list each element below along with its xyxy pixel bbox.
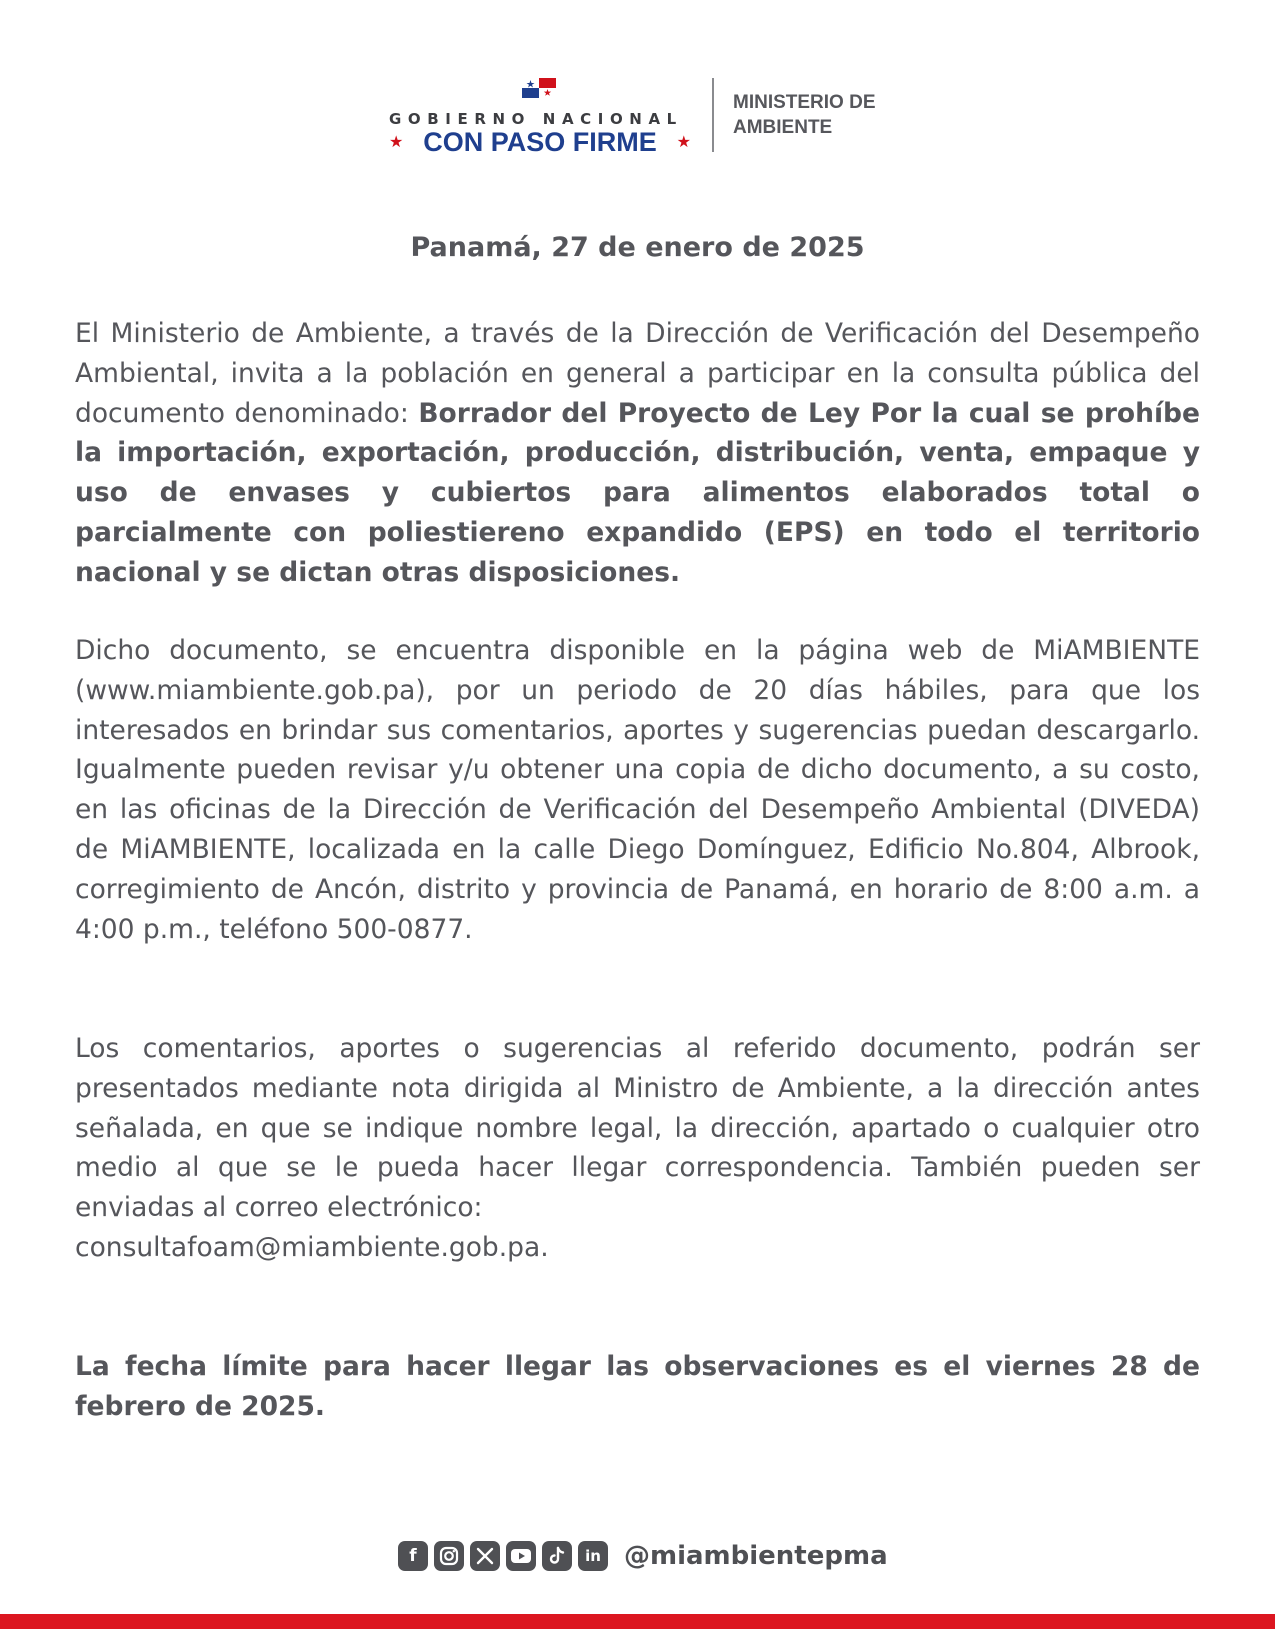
document-date: Panamá, 27 de enero de 2025	[410, 232, 865, 263]
x-icon[interactable]	[470, 1541, 500, 1571]
document-title: Borrador del Proyecto de Ley Por la cual se prohíbe la importación, exportación, producción, distribución, venta, empaque y uso de envases y cubiertos para alimentos elaborados total o parcialmente con poliestiereno expandido (EPS) en todo el territorio nacional y se dictan otras disposiciones.	[75, 397, 1200, 588]
paragraph-availability: Dicho documento, se encuentra disponible en la página web de MiAMBIENTE (www.miambiente.gob.pa), por un periodo de 20 días hábiles, para que los interesados en brindar sus comentarios, aportes y sugerencias puedan descargarlo. Igualmente pueden revisar y/u obtener una copia de dicho documento, a su costo, en las oficinas de la Dirección de Verificación del Desempeño Ambiental (DIVEDA) de MiAMBIENTE, localizada en la calle Diego Domínguez, Edificio No.804, Albrook, corregimiento de Ancón, distrito y provincia de Panamá, en horario de 8:00 a.m. a 4:00 p.m., teléfono 500-0877.	[75, 635, 1217, 945]
contact-email: consultafoam@miambiente.gob.pa.	[75, 1231, 549, 1263]
star-icon: ★	[676, 132, 691, 151]
paragraph-comments	[75, 1029, 1200, 1268]
ministry-line2: AMBIENTE	[733, 117, 833, 138]
header-divider	[712, 78, 714, 152]
government-line: GOBIERNO NACIONAL	[389, 110, 683, 128]
social-media-bar	[398, 1540, 888, 1572]
header	[0, 76, 1275, 156]
government-slogan: CON PASO FIRME	[423, 126, 657, 157]
government-slogan-row	[389, 124, 691, 160]
linkedin-icon[interactable]: in	[578, 1541, 608, 1571]
deadline-notice: La fecha límite para hacer llegar las observaciones es el viernes 28 de febrero de 2025.	[75, 1351, 1200, 1422]
tiktok-icon[interactable]	[542, 1541, 572, 1571]
ministry-line1: MINISTERIO DE	[733, 92, 876, 113]
social-handle[interactable]: @miambientepma	[624, 1541, 888, 1571]
facebook-icon[interactable]: f	[398, 1541, 428, 1571]
star-icon: ★	[389, 132, 404, 151]
youtube-icon[interactable]	[506, 1541, 536, 1571]
invitation-intro: El Ministerio de Ambiente, a través de la Dirección de Verificación del Desempeño Ambiental, invita a la población en general a participar en la consulta pública del documento denominado:	[75, 318, 1200, 429]
paragraph-invitation	[75, 314, 1200, 593]
instagram-icon[interactable]	[434, 1541, 464, 1571]
comments-text: Los comentarios, aportes o sugerencias al referido documento, podrán ser presentados mediante nota dirigida al Ministro de Ambiente, a la dirección antes señalada, en que se indique nombre legal, la dirección, apartado o cualquier otro medio al que se le pueda hacer llegar correspondencia. También pueden ser enviadas al correo electrónico:	[75, 1033, 1200, 1224]
panama-flag-icon	[522, 78, 556, 98]
bottom-red-bar	[0, 1614, 1275, 1629]
ministry-logo-text	[733, 90, 876, 140]
